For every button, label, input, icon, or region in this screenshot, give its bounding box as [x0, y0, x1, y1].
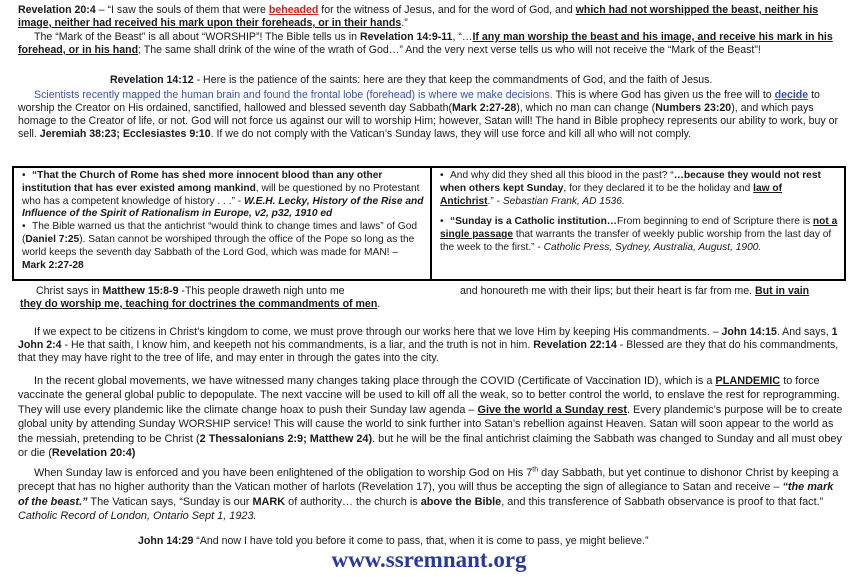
superscript: th — [532, 466, 539, 474]
text: Christ says in — [36, 285, 103, 297]
text: ), and which pays homage to the Creator of life, or not. God will not force us against our will to worship Him; however, Satan will! The hand in Bible prophecy represents our ability to work, buy or sell. — [18, 102, 839, 141]
text: When Sunday law is enforced and you have been enlightened of the obligation to worship God on His 7 — [34, 467, 533, 479]
quote-column-right — [432, 168, 844, 279]
scripture-ref: Mark 2:27-28 — [452, 102, 517, 115]
emphasis-text: they do worship me, teaching for doctrines the commandments of men — [20, 298, 378, 310]
emphasis-text: above the Bible — [420, 495, 502, 508]
paragraph-global-movements — [18, 374, 844, 460]
scripture-ref: John 14:15 — [721, 326, 777, 338]
quote-bold: …because they would not rest when others kept Sunday — [440, 170, 821, 194]
paragraph-rev-20-4 — [18, 4, 844, 30]
paragraph-rev-14-12 — [18, 74, 844, 87]
highlight-beheaded: beheaded — [268, 4, 319, 16]
quote-lecky — [22, 170, 424, 221]
text: ), which no man can change ( — [516, 102, 656, 115]
citation: Catholic Record of London, Ontario Sept 1, 1923. — [18, 510, 257, 523]
quote-frank — [440, 170, 838, 208]
text: that warrants the transfer of weekly public worship from the last day of the week to the first.” - — [440, 229, 832, 253]
highlight-decide: decide — [774, 89, 809, 101]
blue-statement: Scientists recently mapped the human brain and found the frontal lobe (forehead) is where we make decisions. — [34, 89, 553, 101]
text: -This people draweth nigh unto me — [178, 285, 345, 297]
scripture-ref: Revelation 22:14 — [533, 339, 617, 352]
emphasis-text: law of Antichrist — [440, 182, 783, 207]
bullet-icon: • — [440, 216, 444, 228]
text: - Here is the patience of the saints: here are they that keep the commandments of God, and the faith of Jesus. — [193, 74, 713, 86]
emphasis-text: which had not worshipped the beast, neither his image, neither had received his mark upon their foreheads, or in their hands — [18, 4, 819, 30]
text: - Blessed are they that do his commandments, that they may have right to the tree of life, and may enter in through the gates into the city. — [18, 339, 839, 365]
scripture-ref: Daniel 7:25 — [25, 233, 80, 245]
paragraph-free-will — [18, 89, 844, 141]
text: The Bible warned us that the antichrist “would think to change times and laws” of God ( — [22, 221, 418, 245]
scripture-ref: Revelation 20:4) — [51, 447, 136, 460]
citation: W.E.H. Lecky, History of the Rise and Influence of the Spirit of Rationalism in Europe, v2, p32, 1910 ed — [22, 195, 424, 220]
text: The Vatican says, “Sunday is our — [87, 495, 253, 508]
text: . If we do not comply with the Vatican’s Sunday laws, they will use force and kill all who will not comply. — [210, 128, 692, 141]
text: From beginning to end of Scripture there is — [616, 216, 813, 228]
paragraph-sunday-law — [18, 466, 844, 524]
citation: Catholic Press, Sydney, Australia, August, 1900. — [543, 241, 762, 253]
scripture-ref: Mark 2:27-28 — [22, 259, 84, 271]
paragraph-matthew-15 — [20, 285, 846, 311]
text: - He that saith, I know him, and keepeth not his commandments, is a liar, and the truth is not in him. — [61, 339, 534, 352]
text: , will be questioned by no Protestant who has a competent knowledge of history . . .” - — [22, 182, 420, 207]
website-url[interactable]: www.ssremnant.org — [331, 547, 527, 572]
text: If we expect to be citizens in Christ’s kingdom to come, we must prove through our works here that we love Him by keeping His commandments. – — [34, 326, 722, 338]
citation: Sebastian Frank, AD 1536. — [502, 195, 625, 207]
emphasis-text: If any man worship the beast and his image, and receive his mark in his forehead, or in his hand — [18, 31, 833, 57]
text: . And says, — [776, 326, 832, 338]
text: The “Mark of the Beast” is all about “WORSHIP”! The Bible tells us in — [34, 31, 360, 43]
text: . but he will be the final antichrist claiming the Sabbath was changed to Sunday and all must obey or die ( — [18, 432, 842, 460]
text: for the witness of Jesus, and for the word of God, and — [318, 4, 576, 16]
text: ). Satan cannot be worshiped through the office of the Pope so long as the world keeps the seventh day Sabbath of the Lord God, which was made for MAN! – — [22, 233, 415, 258]
quote-daniel — [22, 221, 424, 272]
text: , “… — [452, 31, 473, 43]
text: In the recent global movements, we have witnessed many changes taking place through the COVID (Certificate of Vaccination ID), which is a — [34, 375, 716, 387]
scripture-ref: John 14:29 — [138, 535, 194, 547]
scripture-ref: Revelation 14:9-11 — [359, 31, 453, 43]
text: day Sabbath, but yet continue to dishonor Christ by keeping a precept that has no higher authority than the Vatican mother of harlots (Revelation 17), you will thus be accepting the sign of allegiance to Satan and receive – — [18, 467, 839, 494]
bullet-icon: • — [22, 221, 26, 233]
text: and honoureth me with their lips; but their heart is far from me. — [460, 285, 755, 297]
bullet-icon: • — [22, 170, 26, 181]
scripture-ref: Numbers 23:20 — [655, 102, 732, 115]
emphasis-text: “the mark of the beast.” — [18, 481, 834, 508]
emphasis-mark: MARK — [252, 495, 286, 508]
quote-box — [12, 166, 846, 281]
scripture-ref: Revelation 20:4 — [18, 4, 96, 16]
text: And why did they shed all this blood in the past? “ — [450, 170, 674, 181]
scripture-ref: Revelation 14:12 — [110, 74, 194, 86]
paragraph-mark-of-beast — [18, 31, 844, 57]
emphasis-text: not a single passage — [440, 216, 838, 241]
scripture-ref: Matthew 15:8-9 — [102, 285, 179, 297]
text: . Every plandemic’s purpose will be to create global unity by attending Sunday WORSHIP service! This will cause the world to sink further into Satan’s rebellion against Heaven. Satan will soon appear to the world as the messiah, pretending to be Christ ( — [18, 403, 843, 445]
scripture-ref: 1 John 2:4 — [18, 326, 838, 352]
text: .” - — [487, 195, 503, 207]
text: This is where God has given us the free will to — [552, 89, 775, 101]
scripture-ref: 2 Thessalonians 2:9; Matthew 24) — [199, 432, 373, 445]
quote-bold: “That the Church of Rome has shed more innocent blood than any other institution that has ever existed among mankind — [22, 170, 383, 194]
text: . — [377, 298, 381, 310]
text: to worship the Creator on His ordained, sanctified, hallowed and blessed seventh day Sabbath( — [18, 89, 820, 115]
text: “And now I have told you before it come to pass, that, when it is come to pass, ye might believe.” — [193, 535, 649, 547]
text: ; The same shall drink of the wine of the wrath of God…” And the very next verse tells us who will not receive the “Mark of the Beast”! — [138, 44, 761, 57]
bullet-icon: • — [440, 170, 444, 181]
emphasis-plandemic: PLANDEMIC — [715, 375, 781, 387]
text: of authority… the church is — [285, 495, 421, 508]
text: , for they declared it to be the holiday and — [563, 182, 754, 194]
quote-catholic-press — [440, 216, 838, 254]
scripture-ref: Jeremiah 38:23; Ecclesiastes 9:10 — [39, 128, 211, 141]
text: .” — [401, 17, 408, 30]
text: – “I saw the souls of them that were — [95, 4, 269, 16]
paragraph-commandments — [18, 326, 844, 365]
text: to force vaccinate the general global public to depopulate. The next vaccine will be used to kill off all the weak, so to better control the world, to enslave the rest for reprogramming. They will use every plandemic like the climate change hoax to push their Sunday law agenda – — [18, 375, 840, 416]
quote-bold: “Sunday is a Catholic institution… — [450, 216, 617, 228]
quote-column-left — [14, 168, 432, 279]
emphasis-text: Give the world a Sunday rest — [477, 403, 627, 416]
emphasis-text: But in vain — [755, 285, 810, 297]
text: , and this transference of Sabbath observance is proof to that fact.” — [501, 495, 824, 508]
